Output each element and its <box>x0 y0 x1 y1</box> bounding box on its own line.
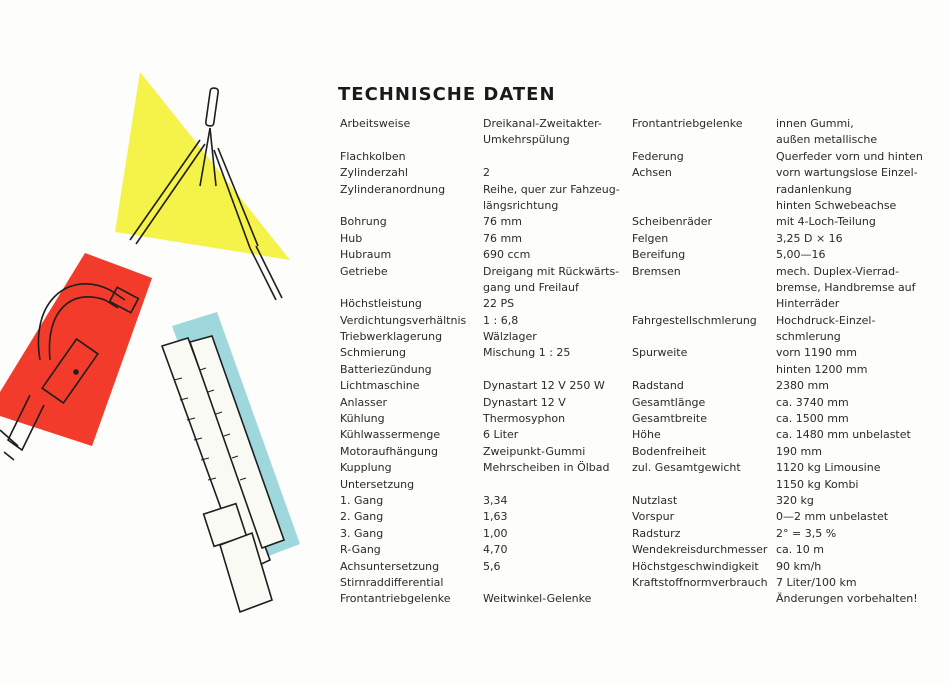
spec-line: 1,00 <box>483 526 508 540</box>
spec-line: Triebwerklagerung <box>340 330 443 344</box>
spec-line: Anlasser <box>340 395 388 409</box>
spec-line: Nutzlast <box>632 493 678 507</box>
spec-line <box>632 280 777 296</box>
spec-line: Arbeitsweise <box>340 117 411 130</box>
spec-line: Kühlwassermenge <box>340 428 441 442</box>
spec-line <box>632 329 777 345</box>
spec-line: Bremsen <box>632 264 681 278</box>
spec-column-2 <box>483 116 628 608</box>
red-shape <box>0 253 152 446</box>
spec-line: 1150 kg Kombi <box>776 477 859 491</box>
spec-line: Radsturz <box>632 526 681 540</box>
spec-line: Gesamtlänge <box>632 395 706 409</box>
spec-line: Radstand <box>632 379 684 393</box>
spec-line: ca. 3740 mm <box>776 395 849 409</box>
spec-column-3 <box>632 116 777 608</box>
spec-line: Hochdruck-Einzel- <box>776 313 876 327</box>
spec-line <box>340 198 480 214</box>
spec-line: 1120 kg Limousine <box>776 461 881 475</box>
spec-line: Hinterräder <box>776 297 840 311</box>
spec-line: Hub <box>340 231 363 245</box>
spec-line: außen metallische <box>776 133 878 147</box>
spec-line: Frontantriebgelenke <box>632 117 743 130</box>
spec-line: 2. Gang <box>340 510 384 524</box>
spec-line: innen Gummi, <box>776 117 854 130</box>
spec-line: Scheibenräder <box>632 215 713 229</box>
spec-line <box>483 149 628 165</box>
spec-line: 2° = 3,5 % <box>776 526 837 540</box>
spec-line: 76 mm <box>483 215 522 229</box>
spec-line: Dreigang mit Rückwärts- <box>483 264 620 278</box>
spec-line: 22 PS <box>483 297 515 311</box>
spec-line <box>483 575 628 591</box>
spec-line: bremse, Handbremse auf <box>776 280 916 294</box>
spec-line: Höhe <box>632 428 661 442</box>
spec-line: 2 <box>483 166 490 180</box>
spec-line: Gesamtbreite <box>632 412 707 426</box>
page-title: TECHNISCHE DATEN <box>338 84 556 105</box>
spec-line <box>632 182 777 198</box>
spec-line: 0—2 mm unbelastet <box>776 510 889 524</box>
spec-line: 3,25 D × 16 <box>776 231 843 245</box>
spec-line: Mischung 1 : 25 <box>483 346 571 360</box>
spec-line: Kühlung <box>340 412 385 426</box>
spec-line: Zweipunkt-Gummi <box>483 444 586 458</box>
spec-column-4 <box>776 116 926 608</box>
spec-line: vorn 1190 mm <box>776 346 857 360</box>
spec-line: Verdichtungsverhältnis <box>340 313 467 327</box>
spec-line: Fahrgestellschmlerung <box>632 313 757 327</box>
spec-line: Batteriezündung <box>340 362 432 376</box>
spec-line: Thermosyphon <box>483 412 566 426</box>
spec-line: 4,70 <box>483 543 508 557</box>
spec-line <box>632 132 777 148</box>
spec-line: Mehrscheiben in Ölbad <box>483 461 610 475</box>
spec-line: Wälzlager <box>483 330 537 344</box>
spec-line: Dreikanal-Zweitakter- <box>483 117 602 130</box>
spec-line: 6 Liter <box>483 428 519 442</box>
spec-line <box>340 132 480 148</box>
spec-line: Reihe, quer zur Fahzeug- <box>483 182 620 196</box>
spec-line: 2380 mm <box>776 379 829 393</box>
spec-line: Vorspur <box>632 510 675 524</box>
spec-line: 3. Gang <box>340 526 384 540</box>
spec-line: Höchstleistung <box>340 297 422 311</box>
spec-line: Dynastart 12 V <box>483 395 566 409</box>
spec-line: Zylinderanordnung <box>340 182 446 196</box>
spec-line: mech. Duplex-Vierrad- <box>776 264 900 278</box>
spec-line: Frontantriebgelenke <box>340 592 451 606</box>
spec-line: ca. 10 m <box>776 543 824 557</box>
spec-line <box>340 280 480 296</box>
spec-line: Querfeder vorn und hinten <box>776 149 923 163</box>
spec-line: Hubraum <box>340 248 392 262</box>
spec-line: Höchstgeschwindigkeit <box>632 559 759 573</box>
spec-line: 190 mm <box>776 444 822 458</box>
spec-line: 5,6 <box>483 559 501 573</box>
spec-line: hinten 1200 mm <box>776 362 868 376</box>
spec-line <box>483 477 628 493</box>
spec-line: 1,63 <box>483 510 508 524</box>
spec-line: Umkehrspülung <box>483 133 570 147</box>
spec-line: Getriebe <box>340 264 388 278</box>
spec-line: ca. 1500 mm <box>776 412 849 426</box>
spec-line: 5,00—16 <box>776 248 826 262</box>
spec-line: längsrichtung <box>483 198 559 212</box>
spec-line <box>632 477 777 493</box>
spec-line: Kupplung <box>340 461 392 475</box>
spec-line: Motoraufhängung <box>340 444 438 458</box>
spec-line: Zylinderzahl <box>340 166 408 180</box>
spec-line: Weitwinkel-Gelenke <box>483 592 592 606</box>
spec-line: Bodenfreiheit <box>632 444 707 458</box>
spec-line: Bohrung <box>340 215 387 229</box>
spec-line: Dynastart 12 V 250 W <box>483 379 605 393</box>
spec-line <box>632 591 777 607</box>
spec-line: Kraftstoffnormverbrauch <box>632 575 768 589</box>
spec-line: R-Gang <box>340 543 381 557</box>
spec-line: 7 Liter/100 km <box>776 575 857 589</box>
spec-column-1 <box>340 116 480 608</box>
spec-line: Federung <box>632 149 684 163</box>
spec-line: Untersetzung <box>340 477 415 491</box>
spec-line: 690 ccm <box>483 248 531 262</box>
spec-line: Spurweite <box>632 346 688 360</box>
yellow-triangle <box>115 72 290 260</box>
spec-line: zul. Gesamtgewicht <box>632 461 741 475</box>
spec-line <box>632 198 777 214</box>
spec-line: 76 mm <box>483 231 522 245</box>
spec-line: 90 km/h <box>776 559 822 573</box>
spec-line <box>483 362 628 378</box>
spec-line: Änderungen vorbehalten! <box>776 592 918 606</box>
spec-line: Lichtmaschine <box>340 379 420 393</box>
spec-line: Stirnraddifferential <box>340 575 444 589</box>
spec-line: 1 : 6,8 <box>483 313 519 327</box>
spec-line: Wendekreisdurchmesser <box>632 543 768 557</box>
spec-line: schmlerung <box>776 330 841 344</box>
spec-line: hinten Schwebeachse <box>776 198 897 212</box>
spec-line: gang und Freilauf <box>483 280 579 294</box>
spec-line: vorn wartungslose Einzel- <box>776 166 918 180</box>
spec-line: Felgen <box>632 231 669 245</box>
spec-line: radanlenkung <box>776 182 852 196</box>
spec-line: 1. Gang <box>340 493 384 507</box>
spec-line <box>632 362 777 378</box>
spec-line: Flachkolben <box>340 149 406 163</box>
spec-line: 320 kg <box>776 493 814 507</box>
spec-line: ca. 1480 mm unbelastet <box>776 428 911 442</box>
spec-line: Schmierung <box>340 346 406 360</box>
spec-line <box>632 296 777 312</box>
tools-illustration <box>0 0 330 686</box>
spec-line: 3,34 <box>483 493 508 507</box>
spec-line: Bereifung <box>632 248 686 262</box>
spec-line: Achsuntersetzung <box>340 559 440 573</box>
spec-line: mit 4-Loch-Teilung <box>776 215 876 229</box>
spec-line: Achsen <box>632 166 672 180</box>
